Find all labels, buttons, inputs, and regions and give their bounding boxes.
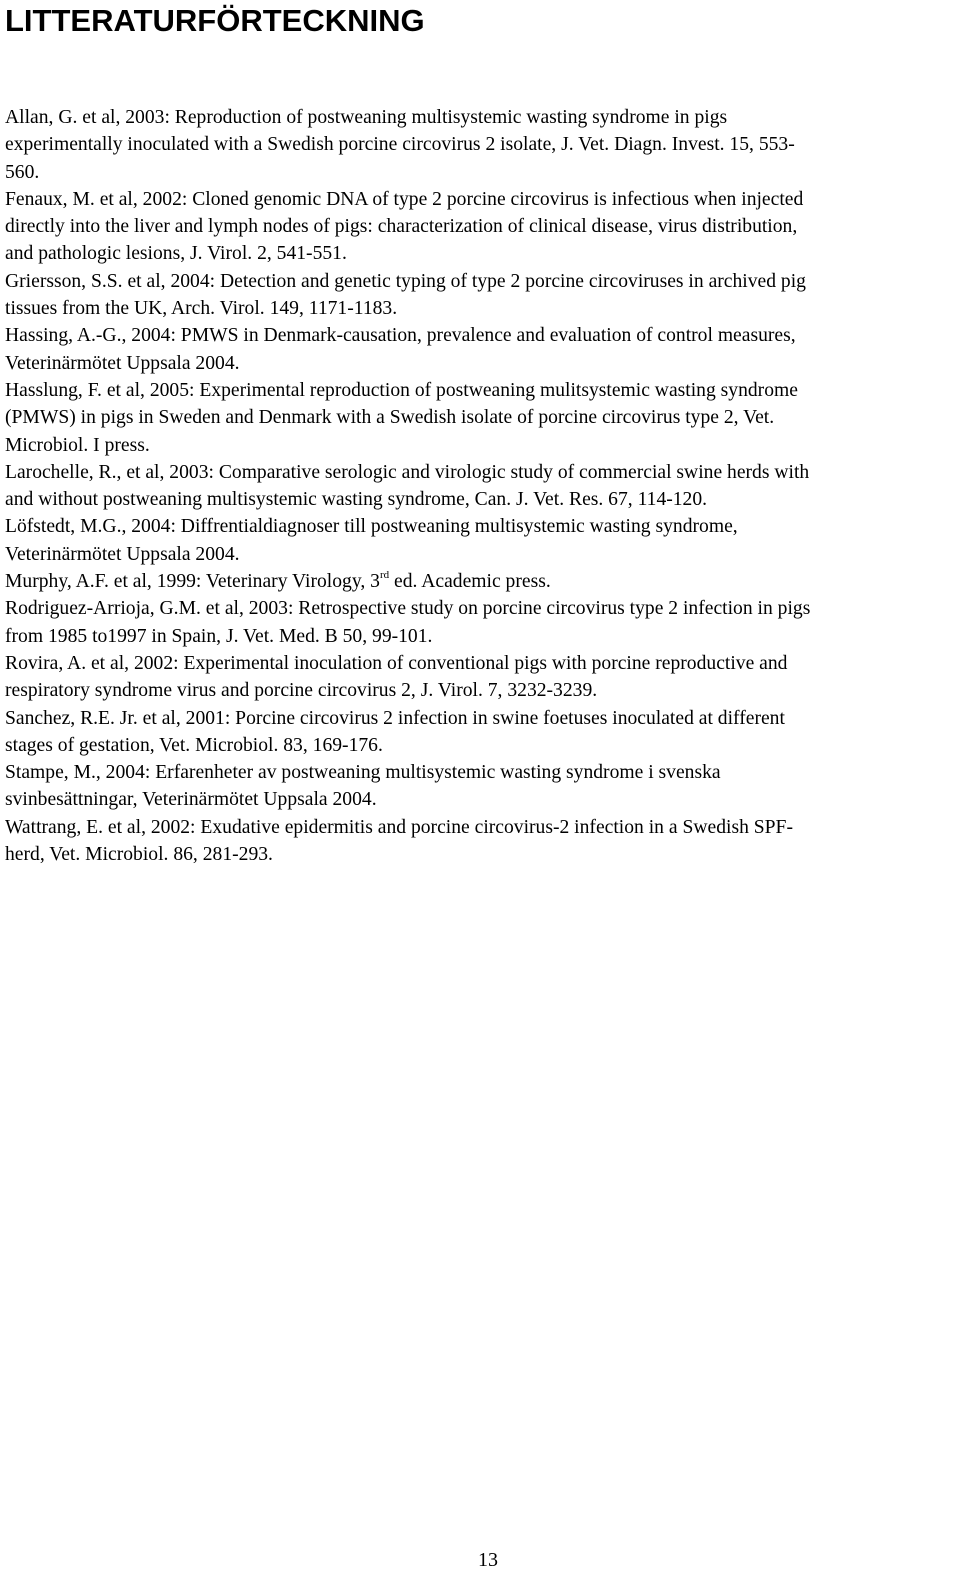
- reference-line: Löfstedt, M.G., 2004: Diffrentialdiagnoser till postweaning multisystemic wasting syndrome,: [5, 516, 738, 538]
- reference-stampe-2004: [5, 759, 957, 814]
- reference-line: herd, Vet. Microbiol. 86, 281-293.: [5, 844, 273, 866]
- reference-line: stages of gestation, Vet. Microbiol. 83, 169-176.: [5, 734, 383, 756]
- page-number: 13: [478, 1549, 498, 1571]
- reference-fenaux-2002: [5, 186, 957, 268]
- reference-line: Rovira, A. et al, 2002: Experimental inoculation of conventional pigs with porcine reproductive and: [5, 652, 788, 674]
- reference-line: [5, 571, 551, 592]
- reference-line: Stampe, M., 2004: Erfarenheter av postweaning multisystemic wasting syndrome i svenska: [5, 762, 721, 784]
- reference-line: directly into the liver and lymph nodes of pigs: characterization of clinical disease, virus distribution,: [5, 216, 798, 238]
- reference-text: Murphy, A.F. et al, 1999: Veterinary Virology, 3: [5, 571, 380, 593]
- page-title: LITTERATURFÖRTECKNING: [5, 3, 425, 38]
- reference-griersson-2004: [5, 268, 957, 323]
- reference-line: Larochelle, R., et al, 2003: Comparative serologic and virologic study of commercial swine herds with: [5, 461, 810, 483]
- reference-line: Sanchez, R.E. Jr. et al, 2001: Porcine circovirus 2 infection in swine foetuses inoculated at different: [5, 707, 785, 729]
- reference-murphy-1999: [5, 568, 957, 595]
- reference-line: Rodriguez-Arrioja, G.M. et al, 2003: Retrospective study on porcine circovirus type 2 infection in pigs: [5, 598, 811, 620]
- reference-line: Fenaux, M. et al, 2002: Cloned genomic DNA of type 2 porcine circovirus is infectious when injected: [5, 188, 804, 210]
- reference-hassing-2004: [5, 322, 957, 377]
- reference-larochelle-2003: [5, 459, 957, 514]
- reference-line: Veterinärmötet Uppsala 2004.: [5, 543, 240, 565]
- reference-line: and pathologic lesions, J. Virol. 2, 541-551.: [5, 243, 347, 265]
- reference-list: [5, 104, 957, 868]
- reference-line: (PMWS) in pigs in Sweden and Denmark with a Swedish isolate of porcine circovirus type 2, Vet.: [5, 407, 775, 429]
- reference-wattrang-2002: [5, 814, 957, 869]
- reference-allan-2003: [5, 104, 957, 186]
- reference-rodriguez-arrioja-2003: [5, 595, 957, 650]
- reference-sanchez-2001: [5, 705, 957, 760]
- reference-line: from 1985 to1997 in Spain, J. Vet. Med. B 50, 99-101.: [5, 625, 433, 647]
- superscript-ordinal: rd: [379, 569, 390, 582]
- reference-lofstedt-2004: [5, 513, 957, 568]
- reference-line: 560.: [5, 161, 40, 183]
- reference-rovira-2002: [5, 650, 957, 705]
- reference-line: svinbesättningar, Veterinärmötet Uppsala 2004.: [5, 789, 377, 811]
- reference-text: ed. Academic press.: [389, 571, 551, 593]
- reference-line: respiratory syndrome virus and porcine circovirus 2, J. Virol. 7, 3232-3239.: [5, 680, 598, 702]
- reference-line: Allan, G. et al, 2003: Reproduction of postweaning multisystemic wasting syndrome in pigs: [5, 107, 728, 128]
- reference-line: and without postweaning multisystemic wasting syndrome, Can. J. Vet. Res. 67, 114-120.: [5, 489, 708, 511]
- reference-line: Wattrang, E. et al, 2002: Exudative epidermitis and porcine circovirus-2 infection in a Swedish SPF-: [5, 816, 793, 838]
- reference-line: Hassing, A.-G., 2004: PMWS in Denmark-causation, prevalence and evaluation of control measures,: [5, 325, 796, 347]
- reference-line: experimentally inoculated with a Swedish porcine circovirus 2 isolate, J. Vet. Diagn. Invest. 15, 553-: [5, 134, 795, 156]
- reference-line: Veterinärmötet Uppsala 2004.: [5, 352, 240, 374]
- reference-line: tissues from the UK, Arch. Virol. 149, 1171-1183.: [5, 298, 398, 320]
- reference-line: Microbiol. I press.: [5, 434, 150, 456]
- reference-line: Griersson, S.S. et al, 2004: Detection and genetic typing of type 2 porcine circoviruses in archived pig: [5, 270, 806, 292]
- reference-hasslung-2005: [5, 377, 957, 459]
- reference-line: Hasslung, F. et al, 2005: Experimental reproduction of postweaning mulitsystemic wasting syndrome: [5, 379, 798, 401]
